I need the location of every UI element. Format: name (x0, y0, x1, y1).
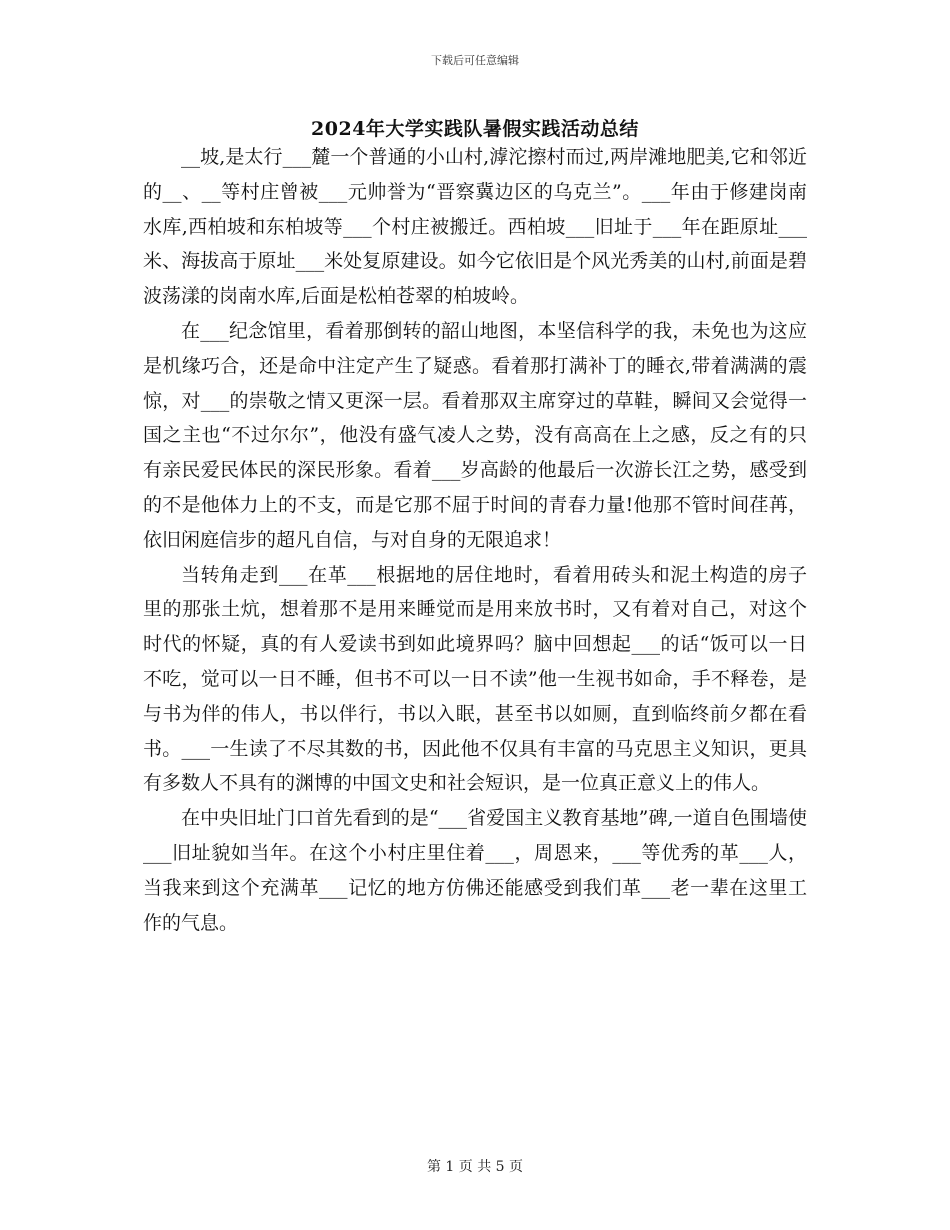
paragraph: 在___纪念馆里，看着那倒转的韶山地图，本坚信科学的我，未免也为这应是机缘巧合，还是命中注定产生了疑惑。看着那打满补丁的睡衣,带着满满的震惊，对___的崇敬之情又更深一层。看着那双主席穿过的草鞋，瞬间又会觉得一国之主也“不过尔尔”，他没有盛气凌人之势，没有高高在上之感，反之有的只有亲民爱民体民的深民形象。看着___岁高龄的他最后一次游长江之势，感受到的不是他体力上的不支，而是它那不屈于时间的青春力量!他那不管时间荏苒，依旧闲庭信步的超凡自信，与对自身的无限追求！ (143, 319, 807, 551)
page-header-note: 下载后可任意编辑 (431, 54, 519, 67)
document-body (143, 140, 807, 940)
document-title: 2024年大学实践队暑假实践活动总结 (311, 118, 639, 140)
paragraph: __坡,是太行___麓一个普通的小山村,滹沱擦村而过,两岸滩地肥美,它和邻近的__、__等村庄曾被___元帅誉为“晋察冀边区的乌克兰”。___年由于修建岗南水库,西柏坡和东柏坡等___个村庄被搬迁。西柏坡___旧址于___年在距原址___米、海拔高于原址___米处复原建设。如今它依旧是个风光秀美的山村,前面是碧波荡漾的岗南水库,后面是松柏苍翠的柏坡岭。 (143, 146, 807, 308)
paragraph: 在中央旧址门口首先看到的是“___省爱国主义教育基地”碑,一道自色围墙使___旧址貌如当年。在这个小村庄里住着___，周恩来，___等优秀的革___人，当我来到这个充满革___记忆的地方仿佛还能感受到我们革___老一辈在这里工作的气息。 (143, 807, 807, 934)
page-number: 第 1 页 共 5 页 (426, 1159, 524, 1175)
paragraph: 当转角走到___在革___根据地的居住地时，看着用砖头和泥土构造的房子里的那张土炕，想着那不是用来睡觉而是用来放书时，又有着对自己，对这个时代的怀疑，真的有人爱读书到如此境界吗？脑中回想起___的话“饭可以一日不吃，觉可以一日不睡，但书不可以一日不读”他一生视书如命，手不释卷，是与书为伴的伟人，书以伴行，书以入眠，甚至书以如厕，直到临终前夕都在看书。___一生读了不尽其数的书，因此他不仅具有丰富的马克思主义知识，更具有多数人不具有的渊博的中国文史和社会短识，是一位真正意义上的伟人。 (143, 563, 807, 795)
